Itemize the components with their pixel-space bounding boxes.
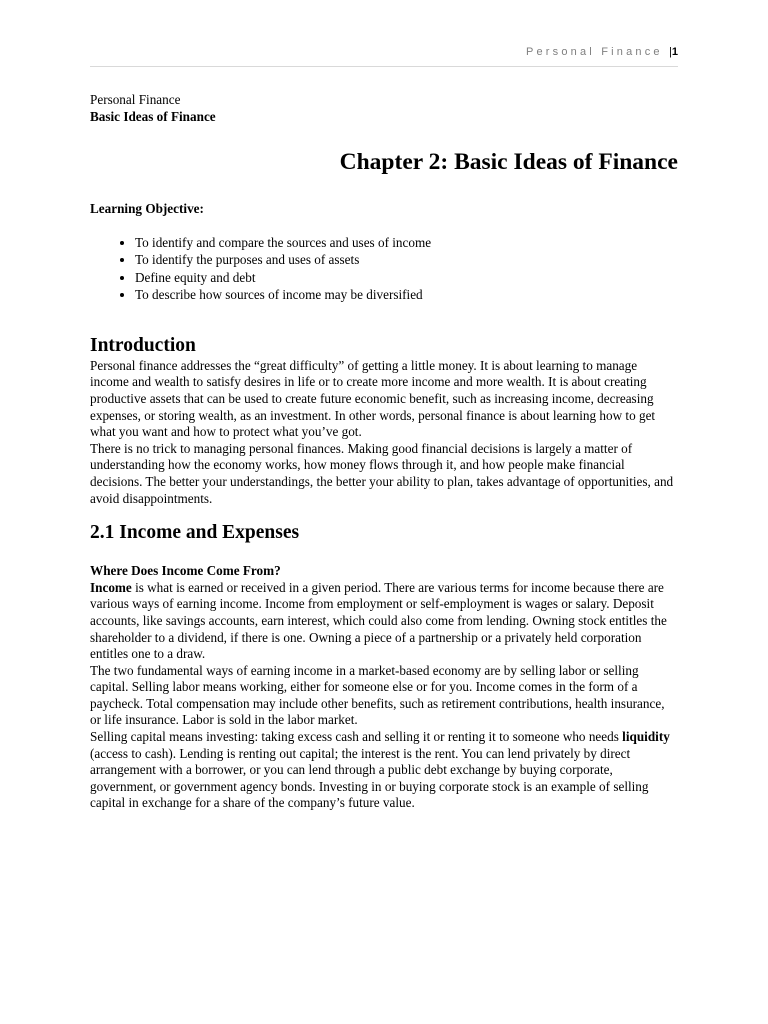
- page-header: [90, 46, 678, 67]
- introduction-paragraph-2: There is no trick to managing personal finances. Making good financial decisions is largely a matter of understanding how the economy works, how money flows through it, and how people make financial decisions. The better your understandings, the better your ability to plan, takes advantage of opportunities, and avoid disappointments.: [90, 440, 674, 506]
- learning-objective-label: Learning Objective:: [90, 201, 204, 217]
- objective-item: • To identify and compare the sources and uses of income: [135, 234, 678, 252]
- objectives-list: [90, 234, 678, 304]
- objective-item: • Define equity and debt: [135, 269, 678, 287]
- income-paragraph-2: The two fundamental ways of earning income in a market-based economy are by selling labor or selling capital. Selling labor means working, either for someone else or for you. Income comes in the form of a paycheck. Total compensation may include other benefits, such as retirement contributions, health insurance, or life insurance. Labor is sold in the labor market.: [90, 662, 665, 728]
- income-term: Income: [90, 579, 132, 595]
- introduction-heading: Introduction: [90, 334, 196, 356]
- document-body: [90, 92, 678, 812]
- income-paragraph-1: [90, 580, 678, 663]
- introduction-paragraph-1: Personal finance addresses the “great difficulty” of getting a little money. It is about learning to manage income and wealth to satisfy desires in life or to create more income and more wealth. It is about creating productive assets that can be used to create future economic benefit, such as increasing income, decreasing expenses, or storing wealth, as an investment. In other words, personal finance is about learning how to get what you want and how to protect what you’ve got.: [90, 357, 656, 440]
- income-paragraph-3-text: (access to cash). Lending is renting out capital; the interest is the rent. You can lend privately by direct arrangement with a borrower, or you can lend through a public debt exchange by buying corporate, government, or government agency bonds. Investing in or buying corporate stock is an example of selling capital in exchange for a share of the company’s future value.: [90, 745, 649, 811]
- section-2-1-heading: 2.1 Income and Expenses: [90, 522, 300, 544]
- objective-item: • To identify the purposes and uses of assets: [135, 251, 678, 269]
- chapter-title: Chapter 2: Basic Ideas of Finance: [339, 149, 678, 176]
- page-number: 1: [671, 46, 678, 58]
- header-separator: |: [669, 46, 672, 58]
- income-subheading: Where Does Income Come From?: [90, 563, 281, 579]
- income-paragraph-1-text: is what is earned or received in a given period. There are various terms for income because there are various ways of earning income. Income from employment or self-employment is wages or salary. Deposit accounts, like savings accounts, earn interest, which could also come from lending. Owning stock entitles the shareholder to a dividend, if there is one. Owning a piece of a partnership or a privately held corporation entitles one to a draw.: [90, 579, 667, 662]
- income-paragraph-3: [90, 729, 678, 812]
- objective-item: • To describe how sources of income may be diversified: [135, 286, 678, 304]
- liquidity-term: liquidity: [622, 729, 670, 745]
- income-paragraph-3-start: Selling capital means investing: taking excess cash and selling it or renting it to someone who needs: [90, 729, 623, 745]
- document-subject-line: Personal Finance: [90, 92, 181, 107]
- document-topic-line: Basic Ideas of Finance: [90, 108, 216, 124]
- running-title: Personal Finance: [525, 46, 663, 58]
